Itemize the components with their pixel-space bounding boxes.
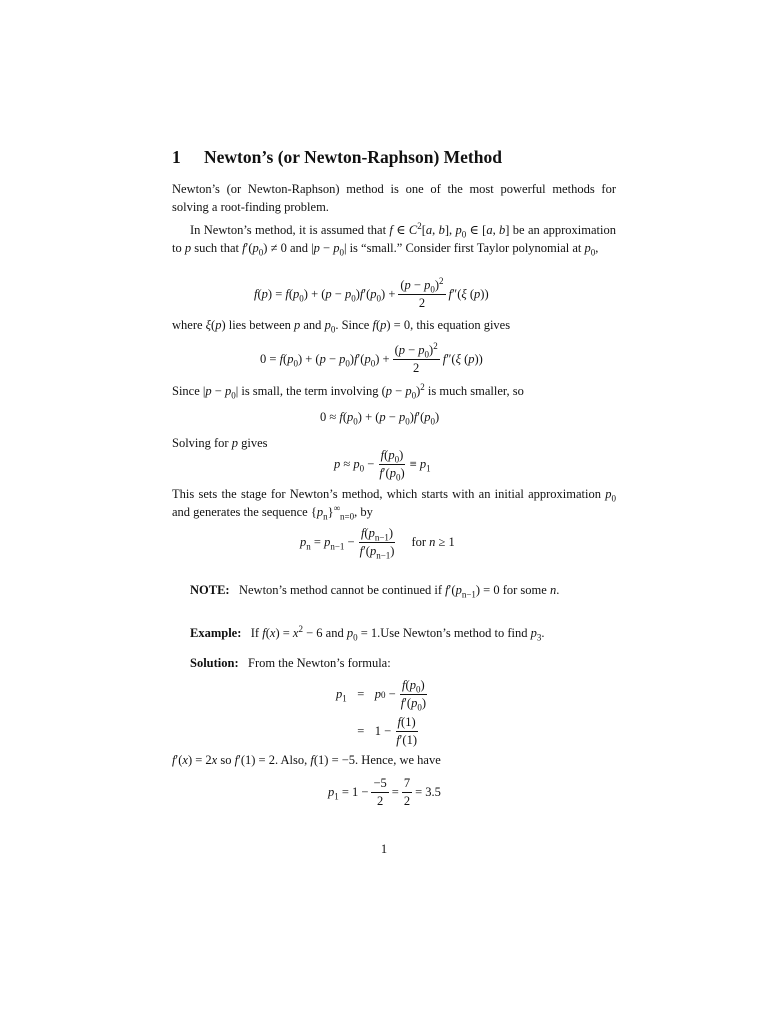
solution-paragraph: Solution: From the Newton’s formula: <box>190 656 391 670</box>
where-xi-text: where ξ(p) lies between p and $p_0$. Since f(p) = 0, this equation gives <box>172 318 511 335</box>
linear-approx-equation: $0 \approx f(p_0) + (p - p_0)f'(p_0)$ <box>320 410 440 427</box>
p1-approx-equation: $p \approx p_0$ − $\frac{f(p_0)}{f'(p_0)}$ ≡ $p_1$ <box>334 448 431 483</box>
example-paragraph: Example: If $f(x) = x^2 - 6$ and $p_0 = 1.Use$ Newton’s method to find $p_3$. <box>190 623 545 643</box>
section-heading <box>172 147 502 168</box>
note-paragraph: NOTE: Newton’s method cannot be continued if $f'(p_{n-1}) = 0$ for some n. <box>190 583 560 600</box>
page-number: 1 <box>380 842 388 856</box>
intro-paragraph: Newton’s (or Newton-Raphson) method is one of the most powerful methods for solving a root-finding problem. <box>172 182 616 214</box>
section-title: Newton’s (or Newton-Raphson) Method <box>204 147 502 167</box>
assumption-paragraph: In Newton’s method, it is assumed that f ∈ $C^2[a$, b], $p_0$ ∈ [a, b] be an approximation to p such that $f'(p_0) \ne 0$ and $|p - p_0|$ is “small.” Consider first Taylor polynomial at $p_0$, <box>172 220 616 258</box>
section-number: 1 <box>172 147 181 167</box>
since-small-text: Since $|p - p_0|$ is small, the term involving $(p - p_0)^2$ is much smaller, so <box>172 381 524 401</box>
hence-text: f′(x) = 2x so f′(1) = 2. Also, f(1) = −5. Hence, we have <box>172 753 441 767</box>
zero-taylor-equation: $0 = f(p_0) + (p - p_0)f'(p_0)$ + $\frac{(p - p_0)^2}{2}$ f″(ξ (p)) <box>260 340 483 375</box>
newton-iteration-equation: $p_n = p_{n-1}$ − $\frac{f(p_{n-1})}{f'(p_{n-1})}$ for n ≥ 1 <box>300 526 455 561</box>
sets-stage-text: This sets the stage for Newton’s method, which starts with an initial approximation $p_0$ and generates the sequence $\{p_n\}^\infty_{n=0}$, by <box>172 487 616 522</box>
taylor-equation: $f(p) = f(p_0) + (p - p_0)f'(p_0)$ + $\frac{(p - p_0)^2}{2}$ f″(ξ (p)) <box>254 275 489 310</box>
p1-result-equation: $p_1 = 1$ − $\frac{-5}{2}$ = $\frac{7}{2}$ = 3.5 <box>328 776 441 808</box>
solving-text: Solving for p gives <box>172 436 268 450</box>
p1-derivation-array: $p_1$ = p 0 − $\frac{f(p_0)}{f'(p_0)}$ = 1 − $\frac{f(1)}{f'(1)}$ <box>336 678 426 747</box>
